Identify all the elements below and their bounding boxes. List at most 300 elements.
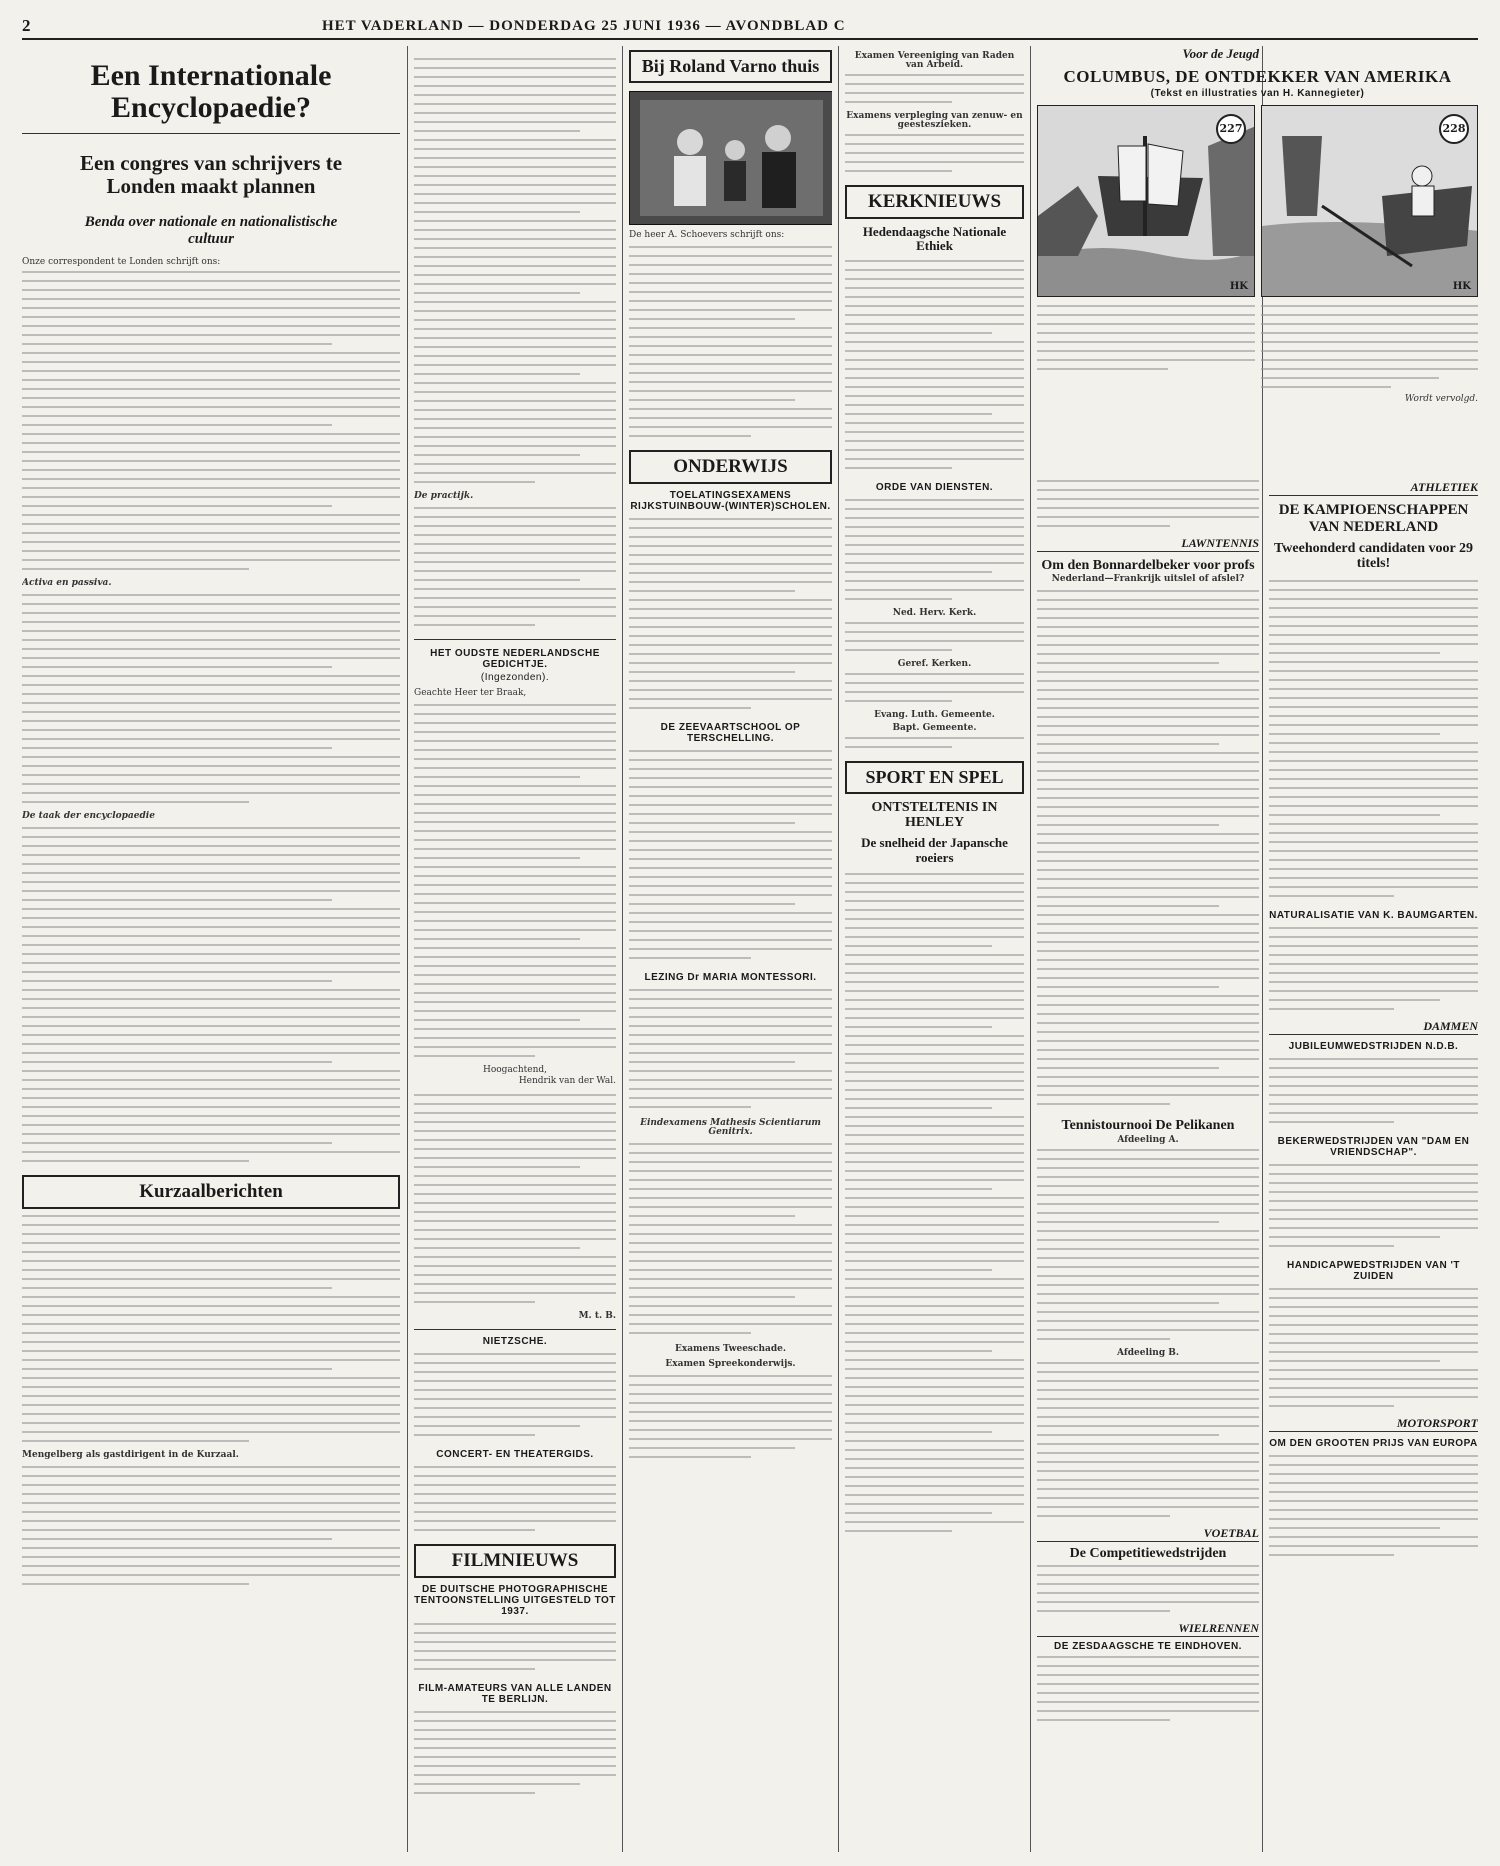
text-line — [845, 1224, 1024, 1226]
text-line — [22, 550, 400, 552]
text-line — [845, 1008, 1024, 1010]
text-line — [1037, 680, 1259, 682]
text-line — [1037, 833, 1259, 835]
text-line — [629, 417, 832, 419]
text-line — [845, 1350, 992, 1352]
text-line — [629, 1079, 832, 1081]
text-line — [629, 777, 832, 779]
text-line — [1037, 977, 1259, 979]
text-line — [629, 989, 832, 991]
text-line — [22, 1332, 400, 1334]
text-line — [22, 1070, 400, 1072]
column-2 — [414, 46, 616, 1852]
text-line — [845, 691, 1024, 693]
text-line — [22, 1052, 400, 1054]
text-line — [1037, 1665, 1259, 1667]
text-line — [845, 1386, 1024, 1388]
text-line — [22, 523, 400, 525]
text-line — [845, 649, 952, 651]
text-line — [629, 1215, 795, 1217]
text-line — [845, 700, 952, 702]
body-text — [22, 594, 400, 810]
text-line — [845, 1143, 1024, 1145]
text-line — [629, 1052, 832, 1054]
text-line — [845, 143, 1024, 145]
text-line — [845, 1323, 1024, 1325]
text-line — [22, 1106, 400, 1108]
text-line — [845, 1494, 1024, 1496]
text-line — [1269, 850, 1478, 852]
text-line — [845, 553, 1024, 555]
text-line — [1037, 1212, 1259, 1214]
text-line — [629, 1007, 832, 1009]
text-line — [414, 121, 616, 123]
text-line — [22, 729, 400, 731]
text-line — [414, 193, 616, 195]
text-line — [1037, 525, 1170, 527]
text-line — [414, 965, 616, 967]
body-text — [845, 873, 1024, 1539]
text-line — [629, 318, 795, 320]
text-line — [1269, 1378, 1478, 1380]
text-line — [22, 648, 400, 650]
text-line — [22, 325, 400, 327]
text-line — [414, 202, 616, 204]
text-line — [1037, 1085, 1259, 1087]
text-line — [414, 1756, 616, 1758]
text-line — [629, 912, 832, 914]
text-line — [414, 552, 616, 554]
text-line — [22, 702, 400, 704]
salutation: Geachte Heer ter Braak, — [414, 688, 527, 698]
text-line — [845, 458, 1024, 460]
text-line — [1269, 769, 1478, 771]
text-line — [845, 134, 1024, 136]
text-line — [22, 657, 400, 659]
text-line — [845, 1206, 1024, 1208]
text-line — [22, 1440, 249, 1442]
text-line — [845, 413, 992, 415]
body-text — [414, 1623, 616, 1677]
text-line — [845, 1359, 1024, 1361]
text-line — [629, 626, 832, 628]
text-line — [414, 1738, 616, 1740]
text-line — [629, 1332, 751, 1334]
text-line — [414, 794, 616, 796]
text-line — [414, 507, 616, 509]
text-line — [22, 1034, 400, 1036]
text-line — [414, 211, 580, 213]
text-line — [1037, 671, 1259, 673]
text-line — [1037, 1194, 1259, 1196]
text-line — [1037, 959, 1259, 961]
text-line — [414, 1028, 616, 1030]
text-line — [629, 759, 832, 761]
text-line — [1037, 797, 1259, 799]
text-line — [414, 1247, 580, 1249]
text-line — [1261, 377, 1439, 379]
text-line — [845, 909, 1024, 911]
text-line — [1037, 1656, 1259, 1658]
text-line — [1269, 1164, 1478, 1166]
text-line — [1037, 1497, 1259, 1499]
text-line — [629, 804, 832, 806]
text-line — [629, 653, 832, 655]
text-line — [845, 682, 1024, 684]
text-line — [845, 1521, 1024, 1523]
text-line — [22, 1061, 332, 1063]
text-line — [414, 139, 616, 141]
text-line — [1037, 1103, 1170, 1105]
text-line — [845, 1467, 1024, 1469]
text-line — [414, 1103, 616, 1105]
text-line — [414, 436, 616, 438]
text-line — [629, 795, 832, 797]
text-line — [22, 1475, 400, 1477]
text-line — [414, 337, 616, 339]
text-line — [1269, 706, 1478, 708]
text-line — [629, 662, 832, 664]
text-line — [22, 316, 400, 318]
text-line — [1037, 1221, 1219, 1223]
text-line — [629, 518, 832, 520]
text-line — [629, 1420, 832, 1422]
text-line — [629, 671, 795, 673]
text-line — [1037, 716, 1259, 718]
text-line — [1037, 779, 1259, 781]
body-text — [414, 1353, 616, 1443]
text-line — [22, 603, 400, 605]
text-line — [1037, 590, 1259, 592]
text-line — [1037, 923, 1259, 925]
text-line — [629, 1034, 832, 1036]
text-line — [1269, 1482, 1478, 1484]
text-line — [845, 431, 1024, 433]
text-line — [1269, 697, 1478, 699]
initials: M. t. B. — [578, 1311, 616, 1321]
article-heading: CONCERT- EN THEATERGIDS. — [436, 1449, 594, 1460]
body-text — [629, 1143, 832, 1341]
section-label: DAMMEN — [1269, 1019, 1478, 1035]
text-line — [22, 442, 400, 444]
body-text — [414, 704, 616, 1064]
text-line — [414, 283, 616, 285]
text-line — [22, 917, 400, 919]
text-line — [414, 1380, 616, 1382]
text-line — [22, 756, 400, 758]
text-line — [845, 571, 992, 573]
text-line — [629, 998, 832, 1000]
text-line — [414, 1783, 580, 1785]
text-line — [1037, 1425, 1259, 1427]
text-line — [629, 867, 832, 869]
text-line — [1037, 788, 1259, 790]
text-line — [1269, 990, 1478, 992]
text-line — [22, 765, 400, 767]
text-line — [22, 989, 400, 991]
text-line — [629, 426, 832, 428]
subhead: Afdeeling B. — [1117, 1347, 1179, 1358]
article-heading: OM DEN GROOTEN PRIJS VAN EUROPA — [1269, 1437, 1478, 1449]
section-label: MOTORSPORT — [1269, 1416, 1478, 1432]
text-line — [414, 472, 616, 474]
text-line — [414, 301, 616, 303]
text-line — [22, 406, 400, 408]
body-text — [22, 1466, 400, 1592]
section-label: Voor de Jeugd — [1182, 46, 1259, 61]
text-line — [629, 345, 832, 347]
text-line — [22, 1016, 400, 1018]
text-line — [1037, 1610, 1170, 1612]
text-line — [629, 372, 832, 374]
text-line — [1037, 1185, 1259, 1187]
text-line — [845, 900, 1024, 902]
text-line — [1269, 945, 1478, 947]
text-line — [22, 1466, 400, 1468]
text-line — [414, 1792, 535, 1794]
column-6 — [1269, 480, 1478, 1852]
text-line — [1269, 1491, 1478, 1493]
text-line — [845, 1026, 992, 1028]
text-line — [414, 1641, 616, 1643]
text-line — [414, 58, 616, 60]
text-line — [22, 1314, 400, 1316]
text-line — [414, 175, 616, 177]
text-line — [629, 644, 832, 646]
text-line — [22, 415, 400, 417]
text-line — [1269, 661, 1478, 663]
text-line — [845, 1431, 992, 1433]
text-line — [1269, 1369, 1478, 1371]
text-line — [22, 1323, 400, 1325]
text-line — [845, 278, 1024, 280]
text-line — [1037, 1683, 1259, 1685]
text-line — [414, 445, 616, 447]
text-line — [629, 572, 832, 574]
text-line — [22, 343, 332, 345]
text-line — [629, 921, 832, 923]
text-line — [22, 1260, 400, 1262]
text-line — [22, 1422, 400, 1424]
text-line — [1037, 1049, 1259, 1051]
continued-note: Wordt vervolgd. — [1404, 393, 1478, 404]
text-line — [414, 1650, 616, 1652]
text-line — [22, 1160, 249, 1162]
text-line — [845, 945, 992, 947]
text-line — [22, 801, 249, 803]
text-line — [1269, 1182, 1478, 1184]
text-line — [845, 377, 1024, 379]
text-line — [414, 1193, 616, 1195]
text-line — [414, 1425, 580, 1427]
text-line — [1037, 1058, 1259, 1060]
text-line — [22, 1251, 400, 1253]
text-line — [414, 454, 580, 456]
text-line — [845, 467, 952, 469]
text-line — [629, 536, 832, 538]
article-heading: HANDICAPWEDSTRIJDEN VAN 'T ZUIDEN — [1287, 1259, 1460, 1282]
column-1 — [22, 46, 400, 1852]
text-line — [1269, 589, 1478, 591]
text-line — [414, 713, 616, 715]
subhead: Bapt. Gemeente. — [892, 722, 977, 733]
text-line — [414, 1475, 616, 1477]
text-line — [22, 1511, 400, 1513]
text-line — [845, 1053, 1024, 1055]
text-line — [1269, 796, 1478, 798]
text-line — [22, 280, 400, 282]
text-line — [414, 749, 616, 751]
text-line — [22, 469, 400, 471]
text-line — [414, 1112, 616, 1114]
body-text — [22, 827, 400, 1169]
text-line — [22, 792, 400, 794]
text-line — [22, 271, 400, 273]
text-line — [1269, 607, 1478, 609]
feature-credit: (Tekst en illustraties van H. Kannegieter) — [1150, 87, 1365, 99]
article-heading: NIETZSCHE. — [482, 1336, 548, 1347]
text-line — [1269, 1112, 1478, 1114]
text-line — [845, 83, 1024, 85]
text-line — [629, 264, 832, 266]
text-line — [414, 94, 616, 96]
text-line — [22, 1502, 400, 1504]
text-line — [1261, 332, 1478, 334]
text-line — [22, 1431, 400, 1433]
text-line — [845, 1485, 1024, 1487]
text-line — [845, 1395, 1024, 1397]
text-line — [414, 947, 616, 949]
text-line — [1269, 1536, 1478, 1538]
text-line — [845, 368, 1024, 370]
text-line — [1037, 1094, 1259, 1096]
text-line — [845, 1404, 1024, 1406]
text-line — [414, 1139, 616, 1141]
text-line — [629, 1106, 751, 1108]
text-line — [629, 435, 751, 437]
text-line — [1037, 761, 1259, 763]
subhead: Examens Tweeschade. — [674, 1344, 787, 1354]
text-line — [414, 902, 616, 904]
text-line — [414, 812, 616, 814]
body-text — [1269, 1288, 1478, 1414]
text-line — [845, 580, 1024, 582]
subhead: Eindexamens Mathesis Scientiarum Genitrix. — [640, 1118, 821, 1137]
text-line — [22, 1296, 400, 1298]
text-line — [629, 876, 832, 878]
text-line — [1269, 751, 1478, 753]
text-line — [629, 1305, 832, 1307]
text-line — [22, 675, 400, 677]
text-line — [1037, 815, 1259, 817]
body-text — [845, 622, 1024, 658]
text-line — [1037, 1239, 1259, 1241]
text-line — [1037, 1149, 1259, 1151]
masthead-title: HET VADERLAND — DONDERDAG 25 JUNI 1936 — AVONDBLAD C — [322, 18, 846, 34]
text-line — [22, 451, 400, 453]
text-line — [22, 935, 400, 937]
text-line — [1037, 743, 1219, 745]
text-line — [1269, 643, 1478, 645]
artist-signature: HK — [1229, 280, 1248, 292]
text-line — [629, 894, 832, 896]
text-line — [414, 920, 616, 922]
text-line — [845, 1422, 1024, 1424]
text-line — [22, 720, 400, 722]
text-line — [414, 830, 616, 832]
text-line — [414, 722, 616, 724]
text-line — [1037, 1176, 1259, 1178]
subhead: Evang. Luth. Gemeente. — [874, 709, 995, 720]
text-line — [845, 1296, 1024, 1298]
text-line — [414, 1371, 616, 1373]
text-line — [22, 962, 400, 964]
article-title: Een Internationale Encyclopaedie? — [90, 59, 332, 124]
text-line — [1037, 1416, 1259, 1418]
text-line — [414, 1398, 616, 1400]
text-line — [414, 1010, 616, 1012]
text-line — [22, 397, 400, 399]
text-line — [414, 1353, 616, 1355]
text-line — [629, 680, 832, 682]
text-line — [1037, 905, 1219, 907]
text-line — [414, 1001, 616, 1003]
text-line — [22, 460, 400, 462]
text-line — [22, 559, 400, 561]
text-line — [1269, 981, 1478, 983]
text-line — [414, 1292, 616, 1294]
text-line — [22, 1556, 400, 1558]
text-line — [845, 305, 1024, 307]
text-line — [845, 963, 1024, 965]
text-line — [414, 373, 580, 375]
article-heading: HET OUDSTE NEDERLANDSCHE GEDICHTJE. — [430, 648, 600, 670]
feature-title: COLUMBUS, DE ONTDEKKER VAN AMERIKA — [1063, 67, 1452, 86]
text-line — [414, 516, 616, 518]
text-line — [1037, 914, 1259, 916]
text-line — [1037, 824, 1219, 826]
text-line — [629, 1269, 832, 1271]
text-line — [1269, 1518, 1478, 1520]
text-line — [1037, 599, 1259, 601]
text-line — [629, 1016, 832, 1018]
text-line — [1037, 1574, 1259, 1576]
text-line — [1037, 1311, 1259, 1313]
text-line — [414, 740, 616, 742]
text-line — [1037, 1320, 1259, 1322]
text-line — [629, 957, 751, 959]
text-line — [845, 1503, 1024, 1505]
text-line — [414, 1511, 616, 1513]
text-line — [1037, 1452, 1259, 1454]
subhead: Examens verpleging van zenuw- en geesteszieken. — [846, 111, 1023, 130]
text-line — [1269, 1396, 1478, 1398]
text-line — [845, 341, 1024, 343]
text-line — [1037, 635, 1259, 637]
body-text — [1269, 1455, 1478, 1563]
text-line — [22, 890, 400, 892]
text-line — [22, 1215, 400, 1217]
text-line — [629, 608, 832, 610]
text-line — [22, 594, 400, 596]
text-line — [629, 1314, 832, 1316]
text-line — [414, 992, 616, 994]
text-line — [845, 1512, 992, 1514]
text-line — [845, 314, 1024, 316]
body-text — [1037, 1656, 1259, 1728]
text-line — [1269, 954, 1478, 956]
text-line — [414, 1238, 616, 1240]
